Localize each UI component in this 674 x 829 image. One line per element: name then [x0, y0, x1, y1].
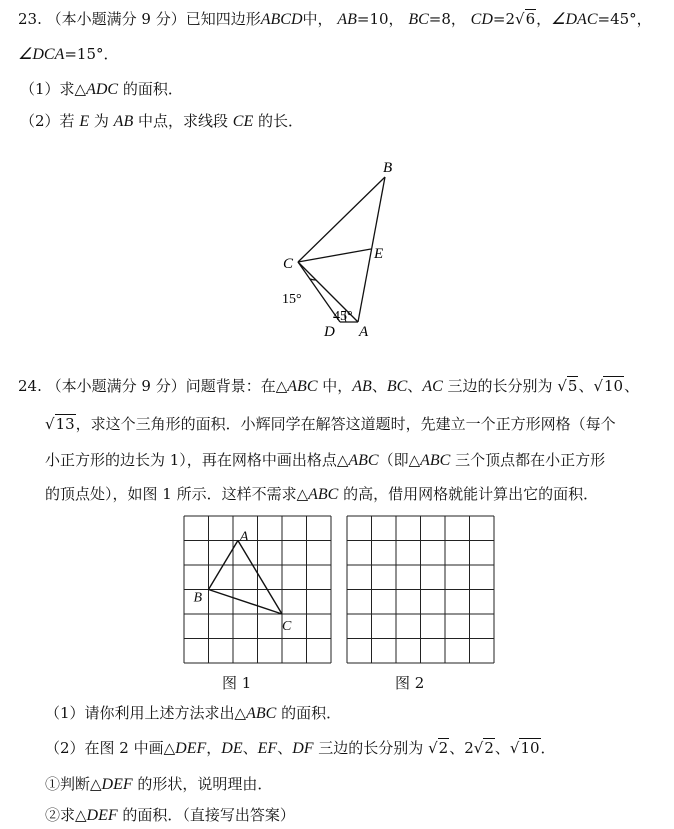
q24-l3-abc: ABC — [348, 452, 379, 469]
q24-l3-a: 小正方形的边长为 1），再在网格中画出格点△ — [45, 451, 349, 469]
q24-sqrt13: √13 — [45, 415, 75, 433]
q24-p2-end: ． — [540, 739, 556, 757]
q24-sub1 — [45, 774, 272, 795]
q24-p2-sep1: 、 — [242, 739, 258, 757]
label-e: E — [374, 246, 384, 262]
q23-bc: BC — [408, 11, 429, 28]
q24-l3-c: 三个顶点都在小正方形 — [450, 451, 606, 469]
q24-s2-a: ②求△ — [45, 806, 87, 824]
q24-r5: 5 — [567, 377, 578, 395]
q24-l1-b: 中， — [317, 377, 353, 395]
q24-s2-def: DEF — [86, 807, 118, 824]
q23-part2 — [20, 111, 303, 132]
q24-number: 24. — [18, 377, 42, 395]
q24-line3 — [45, 450, 605, 471]
q24-p2-ef: EF — [257, 740, 278, 757]
label-a: A — [359, 324, 369, 340]
q24-l1-sep1: 、 — [371, 377, 387, 395]
angle-45-label: 45° — [333, 309, 353, 324]
q24-p2-def: DEF — [175, 740, 207, 757]
q23-comma1: ， — [536, 10, 552, 28]
q24-s1-def: DEF — [101, 776, 133, 793]
q24-l3-b: （即△ — [378, 451, 421, 469]
q24-p2-df: DF — [292, 740, 314, 757]
grid-figure-1 — [180, 514, 340, 669]
q23-dca: ∠DCA — [18, 46, 65, 63]
q24-l4-abc: ABC — [308, 486, 339, 503]
q24-line4 — [45, 484, 598, 505]
q23-p1-tri: ADC — [86, 81, 119, 98]
label-d: D — [324, 324, 335, 340]
q24-sqrt5: √5 — [557, 377, 578, 395]
q23-dac-val: =45°， — [597, 10, 652, 28]
vertex-label-b: B — [193, 590, 203, 606]
q24-sub2 — [45, 805, 295, 826]
q24-l4-a: 的顶点处），如图 1 所示．这样不需求△ — [45, 485, 309, 503]
q24-p1-abc: ABC — [246, 705, 277, 722]
q24-sep-b: 、 — [624, 377, 640, 395]
q24-p1-a: （1）请你利用上述方法求出△ — [45, 704, 247, 722]
q23-p2-pre: （2）若 — [20, 112, 75, 130]
q24-part2 — [45, 738, 556, 759]
q23-p2-e: E — [79, 113, 90, 130]
q24-l1-ab: AB — [352, 378, 372, 395]
label-c: C — [283, 256, 294, 272]
q24-p2-sqrt2: √2 — [428, 739, 449, 757]
q23-p2-mid2: 中点，求线段 — [133, 112, 228, 130]
q23-intro: 已知四边形 — [185, 10, 261, 28]
q24-l1-a: 问题背景：在△ — [185, 377, 288, 395]
q24-p2-sep4: 、 — [494, 739, 510, 757]
q23-ab-val: =10， — [356, 10, 404, 28]
q23-quad: ABCD — [260, 11, 303, 28]
q23-score: （本小题满分 9 分） — [46, 10, 186, 28]
q24-p2-sqrt2b: √2 — [473, 739, 494, 757]
q23-dca-val: =15°． — [64, 45, 119, 63]
vertex-label-a: A — [239, 529, 249, 545]
q24-p2-a: （2）在图 2 中画△ — [45, 739, 176, 757]
q24-p2-sqrt10: √10 — [509, 739, 540, 757]
q23-figure — [270, 152, 410, 342]
triangle-side-ac — [238, 541, 282, 615]
q24-p2-sep2: 、 — [277, 739, 293, 757]
q23-sqrt: √6 — [515, 10, 536, 28]
q23-p1-pre: （1）求△ — [20, 80, 87, 98]
q24-s2-b: 的面积．（直接写出答案） — [117, 806, 295, 824]
q24-p1-b: 的面积． — [276, 704, 342, 722]
q23-p1-post: 的面积． — [118, 80, 183, 98]
q24-p2-de: DE — [221, 740, 243, 757]
q23-bc-val: =8， — [428, 10, 466, 28]
q24-s1-b: 的形状，说明理由． — [132, 775, 273, 793]
q23-p2-ce: CE — [232, 113, 254, 130]
q23-ab: AB — [337, 11, 357, 28]
q24-l1-bc: BC — [386, 378, 408, 395]
q23-cd-root: 6 — [525, 10, 536, 28]
q24-s1-a: ①判断△ — [45, 775, 102, 793]
q23-line2 — [18, 44, 119, 65]
q24-sep-a: 、 — [578, 377, 594, 395]
q23-p2-mid1: 为 — [89, 112, 109, 130]
q24-l1-ac: AC — [422, 378, 443, 395]
q24-l4-b: 的高，借用网格就能计算出它的面积． — [338, 485, 599, 503]
q23-cd-val: =2 — [492, 10, 516, 28]
q24-line2 — [45, 414, 616, 434]
angle-15-label: 15° — [282, 292, 302, 307]
q24-l3-abc2: ABC — [420, 452, 451, 469]
q24-l1-c: 三边的长分别为 — [442, 377, 553, 395]
q23-part1 — [20, 79, 183, 100]
fig1-caption: 图 1 — [222, 674, 252, 692]
q23-zhong: 中， — [302, 10, 333, 28]
q24-r10: 10 — [604, 377, 624, 395]
label-b: B — [383, 160, 393, 176]
q23-number: 23. — [18, 10, 42, 28]
q24-l1-sep2: 、 — [407, 377, 423, 395]
vertex-label-c: C — [282, 619, 292, 634]
triangle-side-bc — [209, 590, 283, 615]
fig2-caption: 图 2 — [395, 674, 425, 692]
q24-part1 — [45, 703, 341, 724]
grid-figure-2 — [343, 514, 503, 669]
q24-line1 — [18, 376, 639, 397]
q23-p2-post: 的长． — [253, 112, 304, 130]
q23-cd: CD — [470, 11, 493, 28]
q24-p2-two: 2 — [464, 739, 474, 757]
q23-line1 — [18, 9, 652, 30]
q24-score: （本小题满分 9 分） — [46, 377, 186, 395]
q24-l2-rest: ，求这个三角形的面积．小辉同学在解答这道题时，先建立一个正方形网格（每个 — [75, 415, 616, 433]
q24-p2-r2b: 2 — [484, 739, 494, 757]
q24-p2-r2: 2 — [438, 739, 449, 757]
q24-p2-r10: 10 — [520, 739, 540, 757]
q23-dac: ∠DAC — [551, 11, 598, 28]
q24-sqrt10: √10 — [593, 377, 624, 395]
q24-p2-sep3: 、 — [449, 739, 465, 757]
q24-p2-b: ， — [206, 739, 222, 757]
q24-p2-c: 三边的长分别为 — [313, 739, 424, 757]
q24-l1-abc: ABC — [287, 378, 318, 395]
q23-p2-ab: AB — [113, 113, 134, 130]
q24-r13: 13 — [55, 415, 75, 433]
